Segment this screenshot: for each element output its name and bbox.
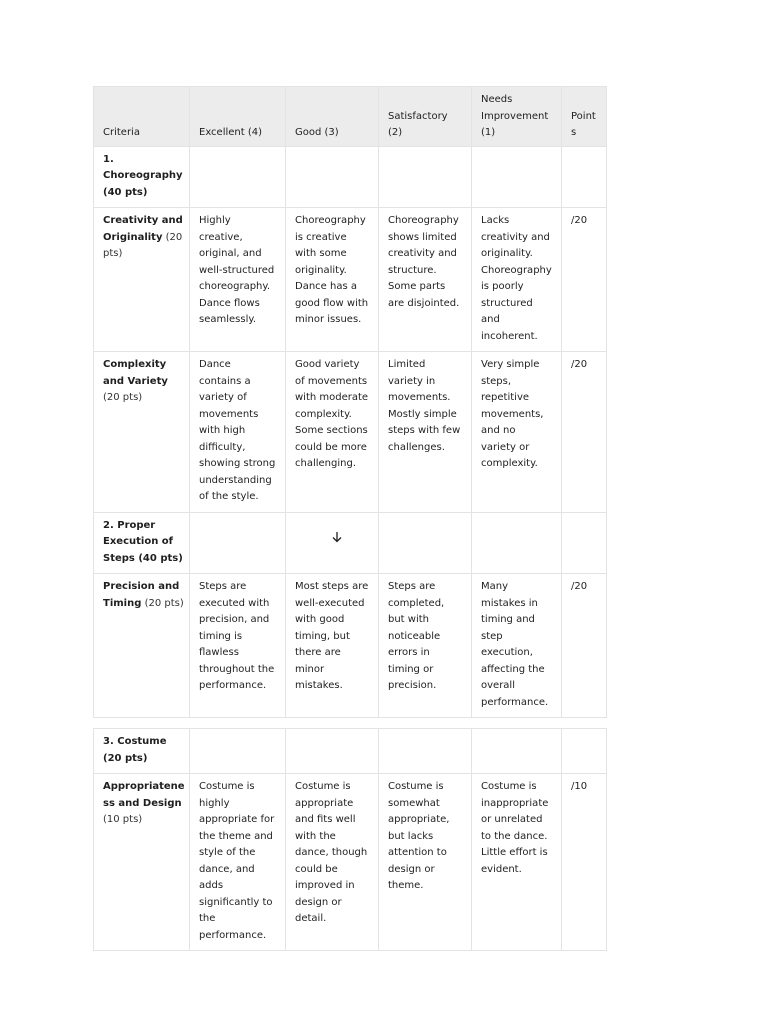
empty-cell (562, 146, 607, 208)
section-row (94, 146, 607, 208)
satisfactory-cell: Limited variety in movements. Mostly simple steps with few challenges. (379, 352, 472, 513)
criterion-row (94, 352, 607, 513)
points-cell: /20 (562, 352, 607, 513)
criterion-cell (94, 774, 190, 951)
header-row (94, 87, 607, 147)
criterion-cell (94, 208, 190, 352)
empty-cell (379, 729, 472, 774)
rubric-table (93, 86, 607, 951)
satisfactory-cell: Steps are completed, but with noticeable errors in timing or precision. (379, 574, 472, 718)
section-label: 1. Choreography (40 pts) (94, 146, 190, 208)
needs-improvement-cell: Lacks creativity and originality. Choreography is poorly structured and incoherent. (472, 208, 562, 352)
excellent-cell: Dance contains a variety of movements with high difficulty, showing strong understanding of the style. (190, 352, 286, 513)
header-satisfactory: Satisfactory (2) (379, 87, 472, 147)
criterion-cell (94, 352, 190, 513)
criterion-row (94, 574, 607, 718)
rubric-table-container (93, 86, 606, 941)
header-needs-improvement: Needs Improvement (1) (472, 87, 562, 147)
empty-cell (190, 146, 286, 208)
empty-cell (286, 729, 379, 774)
empty-cell (190, 512, 286, 574)
criterion-row (94, 774, 607, 951)
empty-cell (472, 146, 562, 208)
empty-cell (562, 729, 607, 774)
section-label: 3. Costume (20 pts) (94, 729, 190, 774)
empty-cell (379, 512, 472, 574)
criterion-name: Appropriateness and Design (103, 781, 185, 809)
needs-improvement-cell: Many mistakes in timing and step execution, affecting the overall performance. (472, 574, 562, 718)
empty-cell (286, 146, 379, 208)
criterion-points-label: (20 pts) (103, 392, 143, 403)
arrow-down-icon[interactable] (329, 529, 345, 545)
good-cell: Good variety of movements with moderate complexity. Some sections could be more challenging. (286, 352, 379, 513)
needs-improvement-cell: Costume is inappropriate or unrelated to the dance. Little effort is evident. (472, 774, 562, 951)
section-row (94, 729, 607, 774)
points-cell: /20 (562, 208, 607, 352)
criterion-points-label: (10 pts) (103, 814, 143, 825)
excellent-cell: Costume is highly appropriate for the theme and style of the dance, and adds significantly to the performance. (190, 774, 286, 951)
needs-improvement-cell: Very simple steps, repetitive movements, and no variety or complexity. (472, 352, 562, 513)
empty-cell (190, 729, 286, 774)
satisfactory-cell: Costume is somewhat appropriate, but lacks attention to design or theme. (379, 774, 472, 951)
empty-cell (562, 512, 607, 574)
good-cell: Costume is appropriate and fits well with the dance, though could be improved in design or detail. (286, 774, 379, 951)
header-points: Points (562, 87, 607, 147)
excellent-cell: Highly creative, original, and well-structured choreography. Dance flows seamlessly. (190, 208, 286, 352)
header-excellent: Excellent (4) (190, 87, 286, 147)
criterion-name: Complexity and Variety (103, 359, 168, 387)
criterion-row (94, 208, 607, 352)
header-criteria: Criteria (94, 87, 190, 147)
page-break-gap (94, 718, 607, 729)
criterion-name: Creativity and Originality (103, 215, 183, 243)
section-row (94, 512, 607, 574)
criterion-cell (94, 574, 190, 718)
criterion-points-label: (20 pts) (103, 231, 183, 259)
empty-cell (379, 146, 472, 208)
good-cell: Choreography is creative with some originality. Dance has a good flow with minor issues. (286, 208, 379, 352)
good-cell: Most steps are well-executed with good timing, but there are minor mistakes. (286, 574, 379, 718)
criterion-name: Precision and Timing (103, 581, 180, 609)
criterion-points-label: (20 pts) (144, 597, 184, 609)
section-label: 2. Proper Execution of Steps (40 pts) (94, 512, 190, 574)
excellent-cell: Steps are executed with precision, and timing is flawless throughout the performance. (190, 574, 286, 718)
satisfactory-cell: Choreography shows limited creativity and structure. Some parts are disjointed. (379, 208, 472, 352)
arrow-down-icon-glyph (331, 531, 343, 543)
empty-cell (472, 729, 562, 774)
points-cell: /10 (562, 774, 607, 951)
points-cell: /20 (562, 574, 607, 718)
empty-cell (472, 512, 562, 574)
header-good: Good (3) (286, 87, 379, 147)
